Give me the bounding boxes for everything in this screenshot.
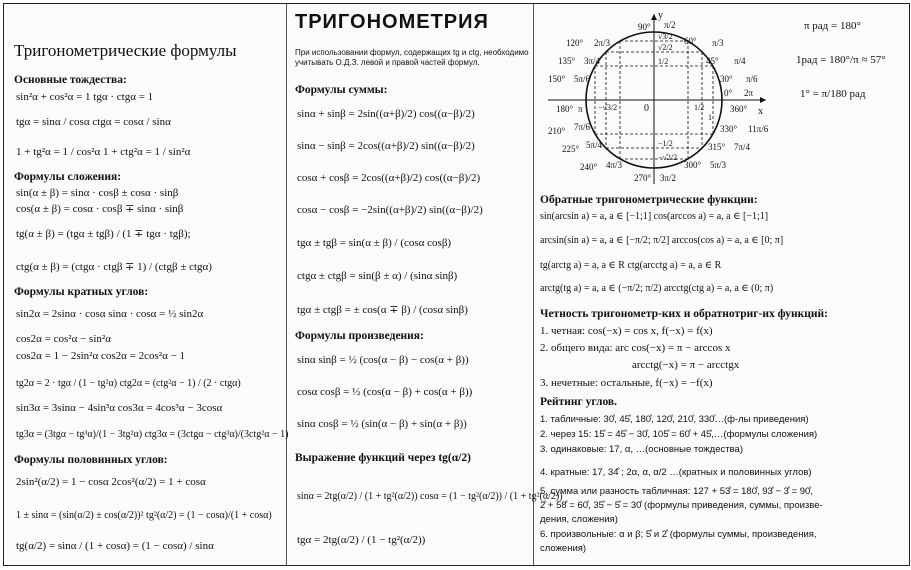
formula-line: tgα ± tgβ = sin(α ± β) / (cosα cosβ) xyxy=(297,237,452,249)
formula-line: tg(α ± β) = (tgα ± tgβ) / (1 ∓ tgα · tgβ); xyxy=(16,228,191,240)
page-title: ТРИГОНОМЕТРИЯ xyxy=(295,11,489,33)
rating-line: 2. через 15: 15̊ = 45̊ − 30̊, 105̊ = 60̊ + 45̊,…(формулы сложения) xyxy=(540,429,818,440)
rating-line: 1. табличные: 30̊, 45̊, 180̊, 120̊, 210̊, 330̊…(ф-лы приведения) xyxy=(540,414,809,425)
rating-line: 2̊ + 58̊ = 60̊, 35̊ − 5̊ = 30̊ (формулы приведения, суммы, произве- xyxy=(540,500,823,511)
formula-line: 2sin²(α/2) = 1 − cosα 2cos²(α/2) = 1 + cosα xyxy=(16,476,206,488)
rad-label: 5π/3 xyxy=(710,160,727,170)
formula-line: 3. нечетные: остальные, f(−x) = −f(x) xyxy=(540,377,713,389)
formula-line: sin(arcsin a) = a, a ∈ [−1;1] cos(arccos a) = a, a ∈ [−1;1] xyxy=(540,211,769,222)
formula-line: sin2α = 2sinα · cosα sinα · cosα = ½ sin2α xyxy=(16,308,204,320)
formula-sheet xyxy=(3,3,910,566)
rad-label: 7π/4 xyxy=(734,142,751,152)
deg-label: 45° xyxy=(706,56,719,66)
formula-line: tgα ± ctgβ = ± cos(α ∓ β) / (cosα sinβ) xyxy=(297,304,468,316)
deg-label: 0° xyxy=(724,88,733,98)
formula-line: arcsin(sin a) = a, a ∈ [−π/2; π/2] arccos(cos a) = a, a ∈ [0; π] xyxy=(540,235,784,246)
formula-line: sinα − sinβ = 2cos((α+β)/2) sin((α−β)/2) xyxy=(297,140,475,152)
deg-label: 330° xyxy=(720,124,738,134)
left-heading: Тригонометрические формулы xyxy=(14,41,237,60)
deg-label: 30° xyxy=(720,74,733,84)
axis-value: −1/2 xyxy=(658,139,673,148)
deg-label: 240° xyxy=(580,162,598,172)
formula-line: 1 + tg²α = 1 / cos²α 1 + ctg²α = 1 / sin²α xyxy=(16,146,191,158)
formula-line: 2. общего вида: arc cos(−x) = π − arccos x xyxy=(540,342,731,354)
deg-label: 150° xyxy=(548,74,566,84)
deg-label: 90° xyxy=(638,22,651,32)
rad-label: 7π/6 xyxy=(574,122,591,132)
rad-label: 4π/3 xyxy=(606,160,623,170)
rad-label: 2π xyxy=(744,88,754,98)
rad-label: 5π/4 xyxy=(586,140,603,150)
rad-label: 11π/6 xyxy=(748,124,769,134)
formula-line: cos2α = 1 − 2sin²α cos2α = 2cos²α − 1 xyxy=(16,350,186,362)
rating-line: 3. одинаковые: 17, α, …(основные тождества) xyxy=(540,444,743,455)
rad-label: π/6 xyxy=(746,74,758,84)
formula-line: cos(α ± β) = cosα · cosβ ∓ sinα · sinβ xyxy=(16,203,184,215)
rad-label: π/2 xyxy=(664,20,676,30)
origin-label: 0 xyxy=(644,103,649,114)
deg-label: 315° xyxy=(708,142,726,152)
section-title-rating: Рейтинг углов. xyxy=(540,396,617,408)
axis-value: 1/2 xyxy=(694,103,705,112)
deg-label: 300° xyxy=(684,160,702,170)
rad-label: 3π/4 xyxy=(584,56,601,66)
y-axis-label: y xyxy=(658,10,663,21)
rating-line: 4. кратные: 17, 34̊ ; 2α, α, α/2 …(кратных и половинных углов) xyxy=(540,467,812,478)
formula-line: tg(arctg a) = a, a ∈ R ctg(arcctg a) = a, a ∈ R xyxy=(540,260,722,271)
unit-circle-diagram xyxy=(534,4,799,189)
deg-label: 210° xyxy=(548,126,566,136)
section-title-addition: Формулы сложения: xyxy=(14,171,122,183)
formula-line: arctg(tg a) = a, a ∈ (−π/2; π/2) arcctg(ctg a) = a, a ∈ (0; π) xyxy=(540,283,774,294)
section-title-half: Формулы половинных углов: xyxy=(14,454,168,466)
formula-line: 1 ± sinα = (sin(α/2) ± cos(α/2))² tg²(α/2) = (1 − cosα)/(1 + cosα) xyxy=(16,510,272,521)
formula-line: tg2α = 2 · tgα / (1 − tg²α) ctg2α = (ctg²α − 1) / (2 · ctgα) xyxy=(16,378,241,389)
formula-line: tgα = sinα / cosα ctgα = cosα / sinα xyxy=(16,116,171,128)
rating-line: 6. произвольные: α и β; 5̊ и 2̊ (формулы суммы, произведения, xyxy=(540,529,817,540)
deg-label: 225° xyxy=(562,144,580,154)
formula-line: cosα − cosβ = −2sin((α+β)/2) sin((α−β)/2) xyxy=(297,204,483,216)
axis-value: −√2/2 xyxy=(658,153,678,162)
x-axis-label: x xyxy=(758,106,763,117)
formula-line: tgα = 2tg(α/2) / (1 − tg²(α/2)) xyxy=(297,534,426,546)
formula-line: sinα sinβ = ½ (cos(α − β) − cos(α + β)) xyxy=(297,354,469,366)
radian-fact: 1рад = 180°/π ≈ 57° xyxy=(796,54,886,66)
deg-label: 270° xyxy=(634,173,652,183)
formula-line: sin3α = 3sinα − 4sin³α cos3α = 4cos³α − 3cosα xyxy=(16,402,223,414)
axis-value: √3/2 xyxy=(658,32,673,41)
deg-label: 180° xyxy=(556,104,574,114)
formula-line: ctgα ± ctgβ = sin(β ± α) / (sinα sinβ) xyxy=(297,270,458,282)
rad-label: π xyxy=(578,104,583,114)
radian-fact: 1° = π/180 рад xyxy=(800,88,866,100)
deg-label: 135° xyxy=(558,56,576,66)
formula-line: ctg(α ± β) = (ctgα · ctgβ ∓ 1) / (ctgβ ± ctgα) xyxy=(16,261,212,273)
formula-line: tg3α = (3tgα − tg³α)/(1 − 3tg²α) ctg3α = (3ctgα − ctg³α)/(3ctg²α − 1) xyxy=(16,429,289,440)
rad-label: π/3 xyxy=(712,38,724,48)
section-title-identities: Основные тождества: xyxy=(14,74,127,86)
rad-label: 3π/2 xyxy=(660,173,677,183)
formula-line: sin²α + cos²α = 1 tgα · ctgα = 1 xyxy=(16,91,154,103)
section-title-product: Формулы произведения: xyxy=(295,330,424,342)
rad-label: π/4 xyxy=(734,56,746,66)
deg-label: 60° xyxy=(684,36,697,46)
section-title-inverse: Обратные тригонометрические функции: xyxy=(540,194,758,206)
section-title-halftan: Выражение функций через tg(α/2) xyxy=(295,452,471,464)
section-title-multiple: Формулы кратных углов: xyxy=(14,286,149,298)
formula-line: cosα + cosβ = 2cos((α+β)/2) cos((α−β)/2) xyxy=(297,172,481,184)
deg-label: 120° xyxy=(566,38,584,48)
axis-value: −√3/2 xyxy=(598,103,618,112)
section-title-parity: Четность тригонометр-ких и обратнотриг-их функций: xyxy=(540,308,828,320)
axis-value: 1/2 xyxy=(658,57,669,66)
rating-line: 5. сумма или разность табличная: 127 + 53̊ = 180̊, 93̊ − 3̊ = 90̊, xyxy=(540,486,813,497)
deg-label: 360° xyxy=(730,104,748,114)
formula-line: arcctg(−x) = π − arcctgx xyxy=(632,359,740,371)
rating-line: дения, сложения) xyxy=(540,514,618,525)
formula-line: sinα + sinβ = 2sin((α+β)/2) cos((α−β)/2) xyxy=(297,108,475,120)
right-column xyxy=(534,4,909,565)
formula-line: cos2α = cos²α − sin²α xyxy=(16,333,111,345)
formula-line: sin(α ± β) = sinα · cosβ ± cosα · sinβ xyxy=(16,187,179,199)
rad-label: 2π/3 xyxy=(594,38,611,48)
left-column xyxy=(4,4,287,565)
rad-label: 5π/6 xyxy=(574,74,591,84)
axis-value: √2/2 xyxy=(658,43,673,52)
section-title-sum: Формулы суммы: xyxy=(295,84,388,96)
formula-line: tg(α/2) = sinα / (1 + cosα) = (1 − cosα) / sinα xyxy=(16,540,214,552)
formula-line: cosα cosβ = ½ (cos(α − β) + cos(α + β)) xyxy=(297,386,473,398)
formula-line: sinα cosβ = ½ (sin(α − β) + sin(α + β)) xyxy=(297,418,467,430)
axis-value: 1 xyxy=(708,113,712,122)
odz-note: При использовании формул, содержащих tg и ctg, необходимо учитывать О.Д.З. левой и правой частей формул. xyxy=(295,48,529,67)
radian-fact: π рад = 180° xyxy=(804,20,861,32)
formula-line: sinα = 2tg(α/2) / (1 + tg²(α/2)) cosα = (1 − tg²(α/2)) / (1 + tg²(α/2)) xyxy=(297,491,563,502)
rating-line: сложения) xyxy=(540,543,587,554)
formula-line: 1. четная: cos(−x) = cos x, f(−x) = f(x) xyxy=(540,325,713,337)
